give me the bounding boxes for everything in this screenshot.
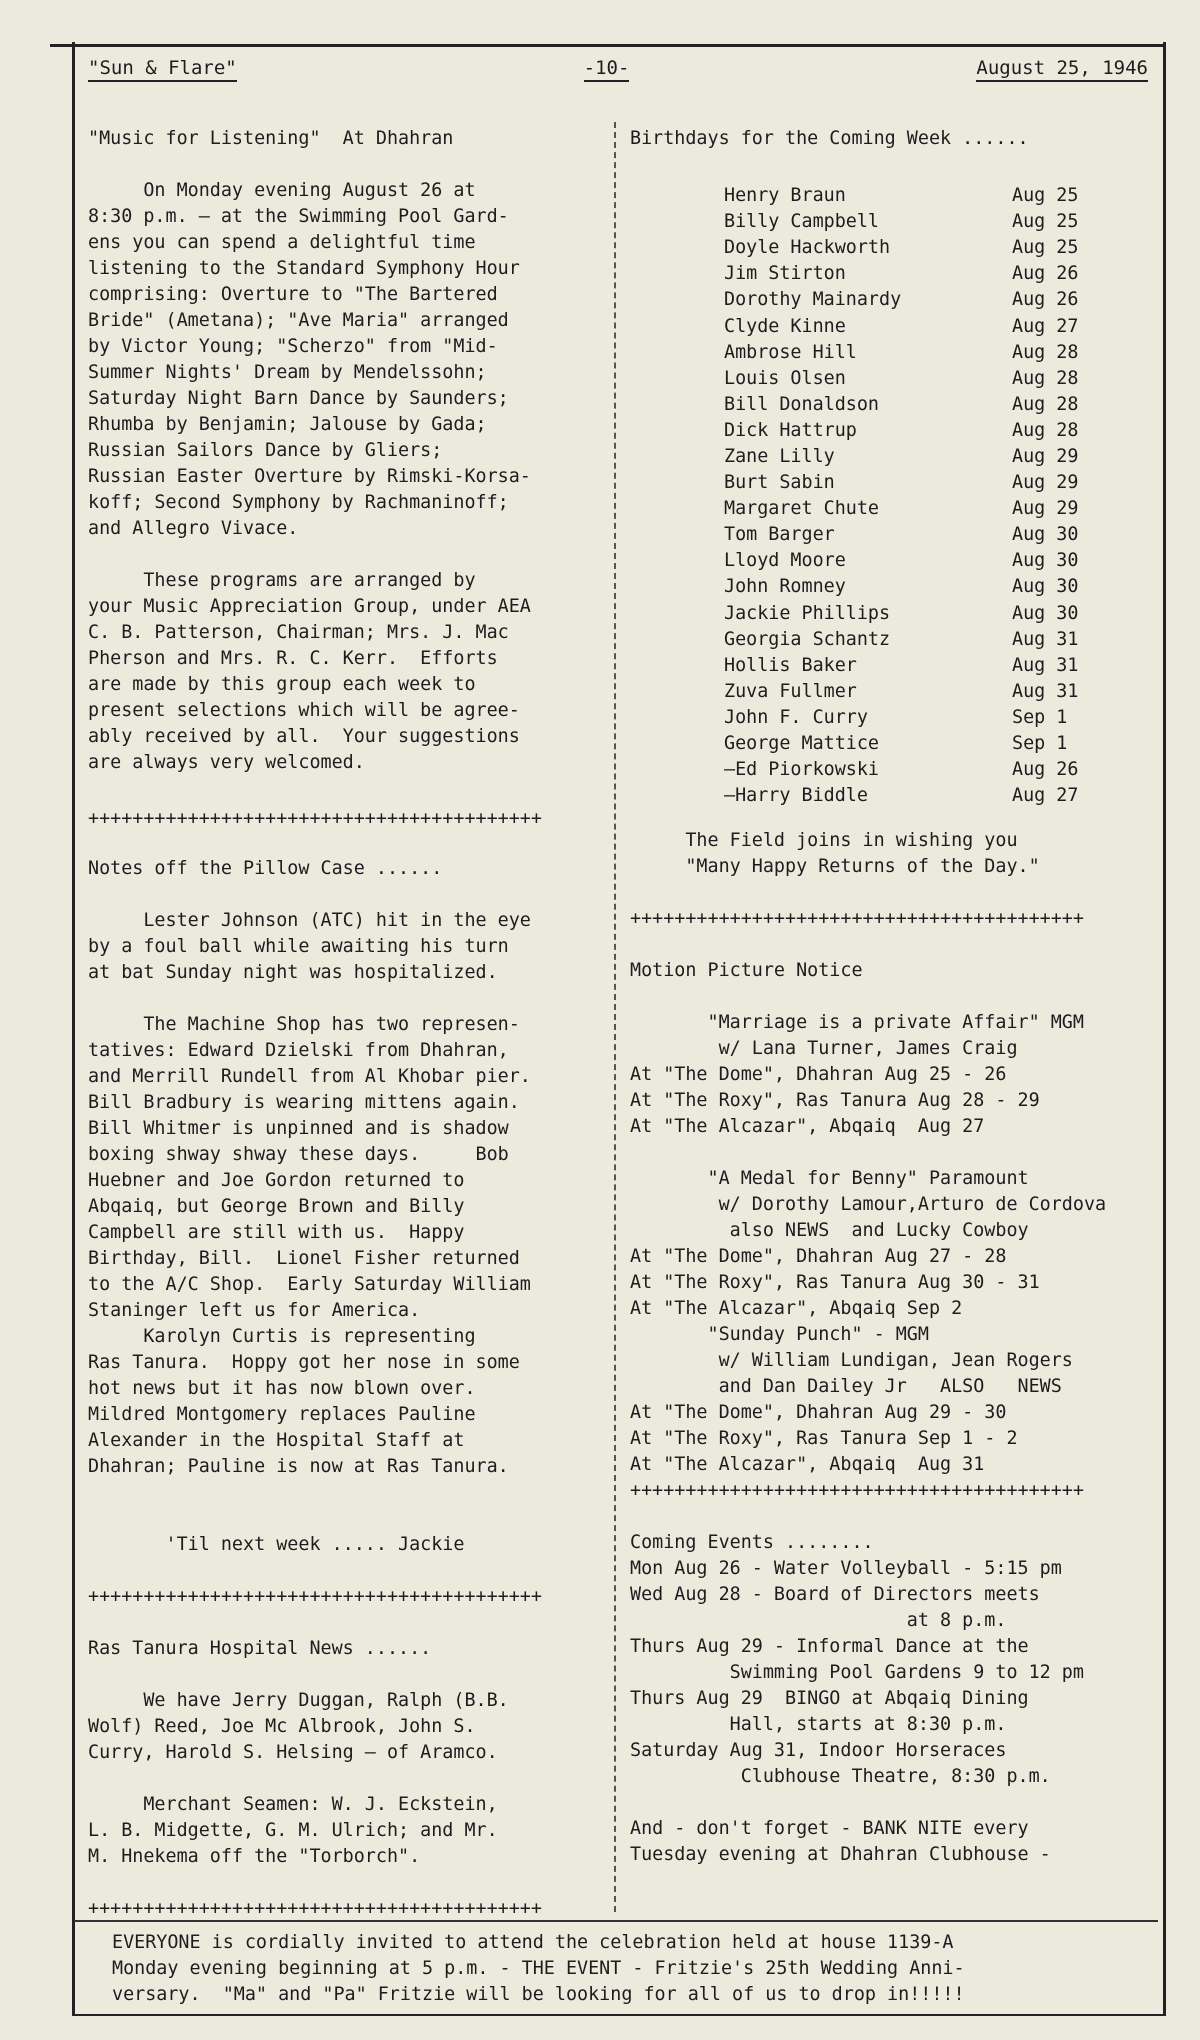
left-column bbox=[88, 0, 608, 1919]
hospital-heading: Ras Tanura Hospital News ...... bbox=[88, 1638, 432, 1659]
separator: +++++++++++++++++++++++++++++++++++++++++ bbox=[88, 808, 542, 829]
movie-1: "Marriage is a private Affair" MGM w/ Lana Turner, James Craig At "The Dome", Dhahran Aug 25 - 26 At "The Roxy", Ras Tanura Aug 28 - 29 At "The Alcazar", Abqaiq Aug 27 bbox=[630, 1012, 1084, 1137]
birthday-date: Aug 25 bbox=[1012, 237, 1079, 259]
birthday-date: Aug 30 bbox=[1012, 550, 1079, 572]
birthday-date: Aug 29 bbox=[1012, 498, 1079, 520]
movie-2: "A Medal for Benny" Paramount w/ Dorothy Lamour,Arturo de Cordova also NEWS and Lucky Cowboy At "The Dome", Dhahran Aug 27 - 28 At "The Roxy", Ras Tanura Aug 30 - 31 At "The Alcazar", Abqaiq Sep 2 bbox=[630, 1168, 1107, 1319]
birthday-row bbox=[724, 470, 1132, 496]
birthday-date: Aug 28 bbox=[1012, 393, 1079, 415]
birthday-name: Henry Braun bbox=[724, 185, 846, 207]
events-reminder: And - don't forget - BANK NITE every Tuesday evening at Dhahran Clubhouse - bbox=[630, 1818, 1051, 1865]
birthday-date: Aug 29 bbox=[1012, 445, 1079, 467]
birthday-date: Aug 30 bbox=[1012, 576, 1079, 598]
separator: +++++++++++++++++++++++++++++++++++++++++ bbox=[88, 1586, 542, 1607]
birthday-row bbox=[724, 418, 1132, 444]
movies-heading: Motion Picture Notice bbox=[630, 960, 863, 981]
footer-announcement: EVERYONE is cordially invited to attend the celebration held at house 1139-A Monday evening beginning at 5 p.m. - THE EVENT - Fritzie's 25th Wedding Anni- versary. "Ma" and "Pa" Fritzie will be looking for all of us to drop in!!!!! bbox=[112, 1932, 965, 2005]
birthday-name: Hollis Baker bbox=[724, 654, 857, 676]
birthday-date: Aug 28 bbox=[1012, 367, 1079, 389]
birthday-date: Aug 26 bbox=[1012, 759, 1079, 781]
birthday-row bbox=[724, 522, 1132, 548]
page-number: -10- bbox=[584, 57, 630, 82]
birthday-name: George Mattice bbox=[724, 733, 880, 755]
birthday-date: Aug 31 bbox=[1012, 628, 1079, 650]
birthday-table bbox=[724, 183, 1132, 809]
birthday-date: Aug 27 bbox=[1012, 315, 1079, 337]
birthday-row bbox=[724, 444, 1132, 470]
movie-3: "Sunday Punch" - MGM w/ William Lundigan, Jean Rogers and Dan Dailey Jr ALSO NEWS At "The Dome", Dhahran Aug 29 - 30 At "The Roxy", Ras Tanura Sep 1 - 2 At "The Alcazar", Abqaiq Aug 31 bbox=[630, 1324, 1073, 1475]
birthday-date: Sep 1 bbox=[1012, 706, 1068, 728]
birthday-name: Margaret Chute bbox=[724, 498, 880, 520]
music-body-2: These programs are arranged by your Music Appreciation Group, under AEA C. B. Patterson, Chairman; Mrs. J. Mac Pherson and Mrs. R. C. Kerr. Efforts are made by this group each week to present selections which will be agree- ably received by all. Your suggestions are always very welcomed. bbox=[88, 570, 531, 773]
pillow-heading: Notes off the Pillow Case ...... bbox=[88, 858, 443, 879]
birthday-name: —Ed Piorkowski bbox=[724, 759, 880, 781]
birthday-name: John F. Curry bbox=[724, 706, 868, 728]
birthday-row bbox=[724, 392, 1132, 418]
birthday-row bbox=[724, 783, 1132, 809]
birthday-row bbox=[724, 757, 1132, 783]
birthday-name: Dick Hattrup bbox=[724, 419, 857, 441]
separator: +++++++++++++++++++++++++++++++++++++++++ bbox=[630, 1480, 1084, 1501]
birthday-row bbox=[724, 261, 1132, 287]
birthday-date: Aug 28 bbox=[1012, 341, 1079, 363]
birthday-row bbox=[724, 731, 1132, 757]
birthday-name: Doyle Hackworth bbox=[724, 237, 891, 259]
birthday-date: Sep 1 bbox=[1012, 733, 1068, 755]
hospital-paragraph-1: We have Jerry Duggan, Ralph (B.B. Wolf) Reed, Joe Mc Albrook, John S. Curry, Harold S. Helsing — of Aramco. bbox=[88, 1690, 509, 1763]
birthdays-heading: Birthdays for the Coming Week ...... bbox=[630, 128, 1029, 149]
birthday-date: Aug 25 bbox=[1012, 211, 1079, 233]
pillow-paragraph-2: The Machine Shop has two represen- tatives: Edward Dzielski from Dhahran, and Merrill Rundell from Al Khobar pier. Bill Bradbury is wearing mittens again. Bill Whitmer is unpinned and is shadow boxing shway shway these days. Bob Huebner and Joe Gordon returned to Abqaiq, but George Brown and Billy Campbell are still with us. Happy Birthday, Bill. Lionel Fisher returned to the A/C Shop. Early Saturday William Staninger left us for America. bbox=[88, 1014, 531, 1321]
birthday-row bbox=[724, 627, 1132, 653]
birthday-date: Aug 27 bbox=[1012, 785, 1079, 807]
birthday-row bbox=[724, 366, 1132, 392]
birthday-name: Dorothy Mainardy bbox=[724, 289, 902, 311]
birthday-row bbox=[724, 548, 1132, 574]
birthday-row bbox=[724, 313, 1132, 339]
birthday-name: John Romney bbox=[724, 576, 846, 598]
birthday-row bbox=[724, 601, 1132, 627]
birthday-date: Aug 25 bbox=[1012, 185, 1079, 207]
birthday-name: Georgia Schantz bbox=[724, 628, 891, 650]
events-body: Mon Aug 26 - Water Volleyball - 5:15 pm Wed Aug 28 - Board of Directors meets at 8 p.m. Thurs Aug 29 - Informal Dance at the Swimming Pool Gardens 9 to 12 pm Thurs Aug 29 BINGO at Abqaiq Dining Hall, starts at 8:30 p.m. Saturday Aug 31, Indoor Horseraces Clubhouse Theatre, 8:30 p.m. bbox=[630, 1558, 1084, 1787]
birthday-name: Bill Donaldson bbox=[724, 393, 880, 415]
birthday-row bbox=[724, 209, 1132, 235]
birthday-name: Billy Campbell bbox=[724, 211, 880, 233]
birthday-date: Aug 26 bbox=[1012, 263, 1079, 285]
column-divider bbox=[614, 122, 616, 1912]
separator: +++++++++++++++++++++++++++++++++++++++++ bbox=[88, 1898, 542, 1919]
footer-rule bbox=[74, 1920, 1158, 1922]
birthday-row bbox=[724, 287, 1132, 313]
birthday-name: Zuva Fullmer bbox=[724, 680, 857, 702]
birthday-row bbox=[724, 496, 1132, 522]
birthday-row bbox=[724, 653, 1132, 679]
birthday-name: Jim Stirton bbox=[724, 263, 846, 285]
birthday-row bbox=[724, 705, 1132, 731]
events-heading: Coming Events ........ bbox=[630, 1532, 874, 1553]
publication-name: "Sun & Flare" bbox=[88, 57, 237, 82]
birthday-name: Ambrose Hill bbox=[724, 341, 857, 363]
pillow-signoff: 'Til next week ..... Jackie bbox=[88, 1534, 465, 1555]
birthday-name: Burt Sabin bbox=[724, 472, 835, 494]
issue-date: August 25, 1946 bbox=[976, 57, 1148, 82]
birthday-row bbox=[724, 679, 1132, 705]
birthday-name: Louis Olsen bbox=[724, 367, 846, 389]
pillow-paragraph-1: Lester Johnson (ATC) hit in the eye by a foul ball while awaiting his turn at bat Sunday night was hospitalized. bbox=[88, 910, 531, 983]
birthday-date: Aug 29 bbox=[1012, 472, 1079, 494]
birthday-name: Jackie Phillips bbox=[724, 602, 891, 624]
hospital-paragraph-2: Merchant Seamen: W. J. Eckstein, L. B. Midgette, G. M. Ulrich; and Mr. M. Hnekema off the "Torborch". bbox=[88, 1794, 498, 1867]
birthday-date: Aug 31 bbox=[1012, 680, 1079, 702]
birthday-date: Aug 30 bbox=[1012, 524, 1079, 546]
birthday-row bbox=[724, 340, 1132, 366]
birthday-name: Lloyd Moore bbox=[724, 550, 846, 572]
birthday-row bbox=[724, 235, 1132, 261]
birthday-date: Aug 26 bbox=[1012, 289, 1079, 311]
birthday-name: Clyde Kinne bbox=[724, 315, 846, 337]
birthday-name: —Harry Biddle bbox=[724, 785, 868, 807]
birthdays-closing: The Field joins in wishing you "Many Happy Returns of the Day." bbox=[685, 830, 1040, 877]
birthday-row bbox=[724, 183, 1132, 209]
music-body: On Monday evening August 26 at 8:30 p.m. — at the Swimming Pool Gard- ens you can spend a delightful time listening to the Standard Symphony Hour comprising: Overture to "The Bartered Bride" (Ametana); "Ave Maria" arranged by Victor Young; "Scherzo" from "Mid- Summer Nights' Dream by Mendelssohn; Saturday Night Barn Dance by Saunders; Rhumba by Benjamin; Jalouse by Gada; Russian Sailors Dance by Gliers; Russian Easter Overture by Rimski-Korsa- koff; Second Symphony by Rachmaninoff; and Allegro Vivace. bbox=[88, 180, 531, 539]
music-heading: "Music for Listening" At Dhahran bbox=[88, 128, 454, 149]
birthday-date: Aug 31 bbox=[1012, 654, 1079, 676]
separator: +++++++++++++++++++++++++++++++++++++++++ bbox=[630, 908, 1084, 929]
birthday-row bbox=[724, 574, 1132, 600]
birthday-name: Zane Lilly bbox=[724, 445, 835, 467]
birthday-name: Tom Barger bbox=[724, 524, 835, 546]
pillow-paragraph-3: Karolyn Curtis is representing Ras Tanura. Hoppy got her nose in some hot news but it has now blown over. Mildred Montgomery replaces Pauline Alexander in the Hospital Staff at Dhahran; Pauline is now at Ras Tanura. bbox=[88, 1326, 520, 1477]
birthday-date: Aug 30 bbox=[1012, 602, 1079, 624]
birthday-date: Aug 28 bbox=[1012, 419, 1079, 441]
